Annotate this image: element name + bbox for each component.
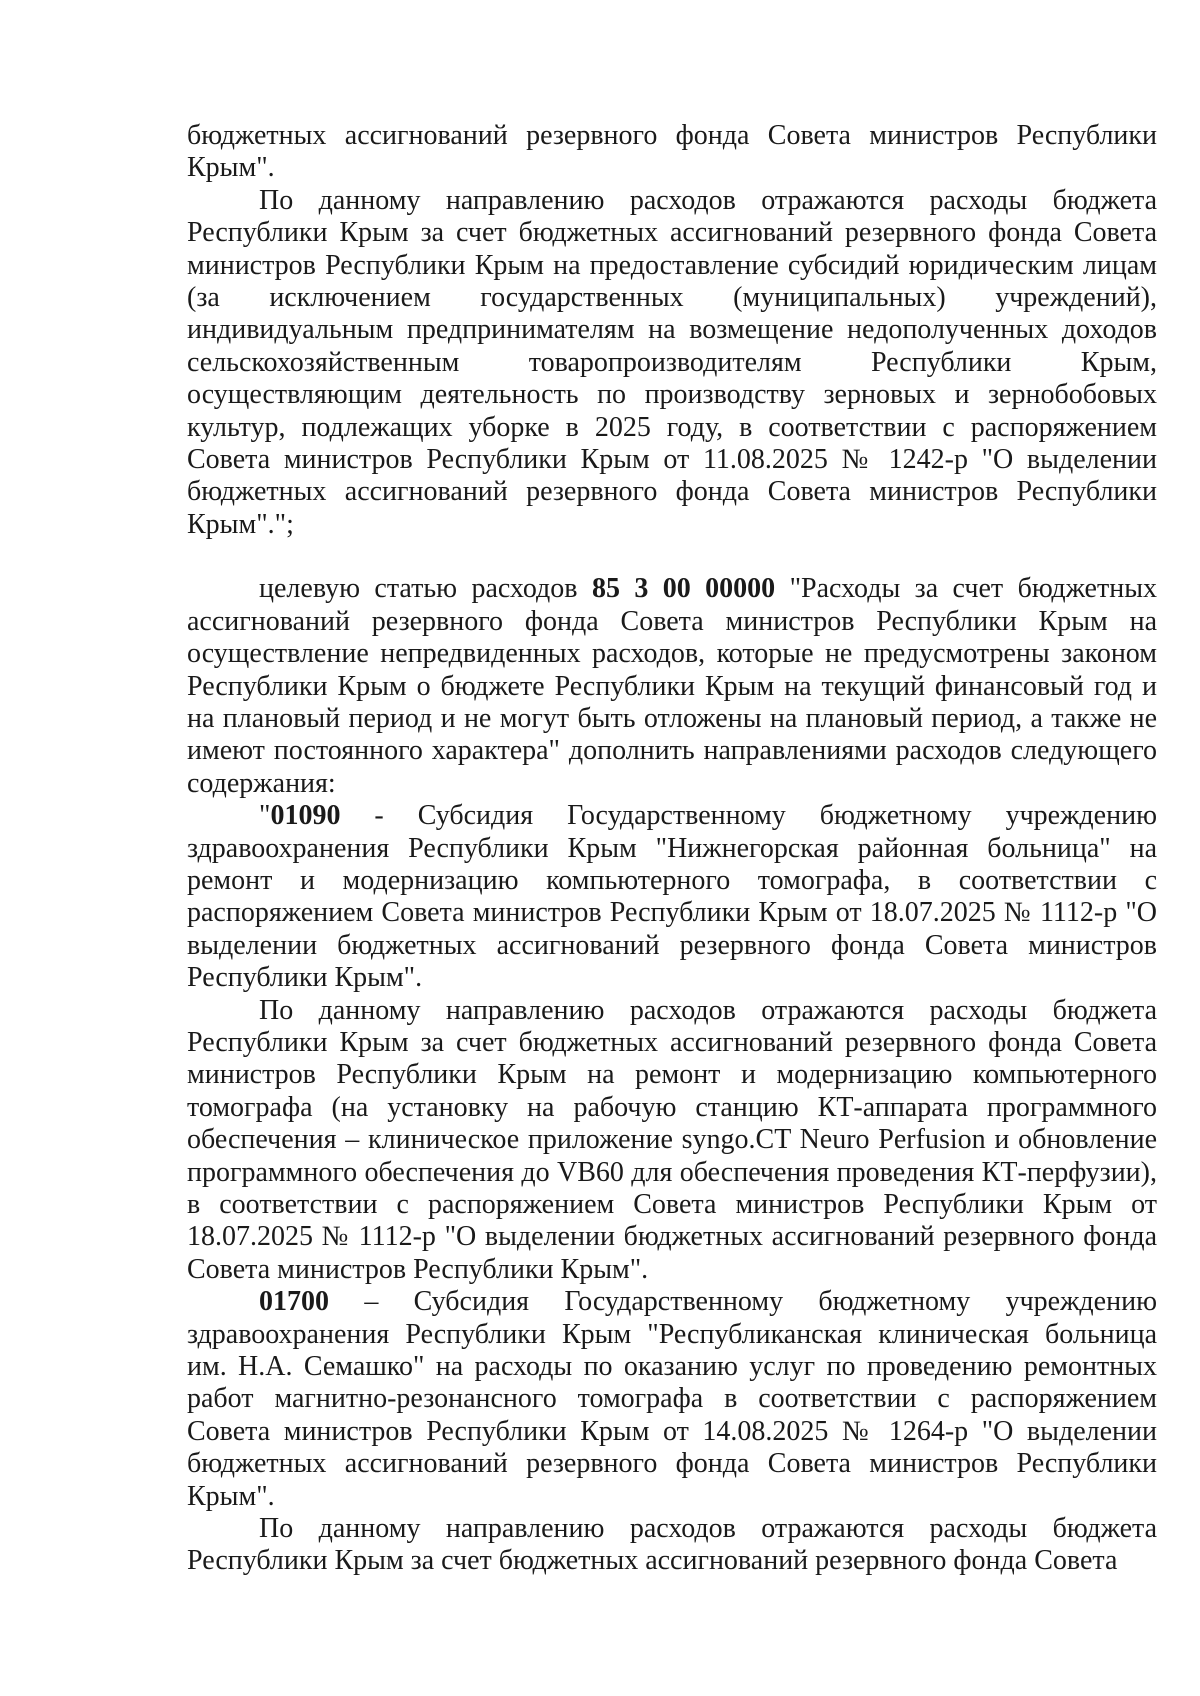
target-article-code: 85 3 00 00000 [591,573,776,605]
document-body [187,120,1157,1578]
direction-code-01090: 01090 [270,800,341,832]
paragraph-3-lead: целевую статью расходов [259,573,592,605]
paragraph-6-body: – Субсидия Государственному бюджетному учреждению здравоохранения Республики Крым "Республиканская клиническая больница им. Н.А. Семашко" на расходы по оказанию услуг по проведению ремонтных работ магнитно-резонансного томографа в соответствии с распоряжением Совета министров Республики Крым от 14.08.2025 № 1264-р "О выделении бюджетных ассигнований резервного фонда Совета министров Республики Крым". [187,1286,1157,1512]
paragraph-1: бюджетных ассигнований резервного фонда Совета министров Республики Крым". [187,120,1157,184]
paragraph-7: По данному направлению расходов отражаются расходы бюджета Республики Крым за счет бюджетных ассигнований резервного фонда Совета [187,1513,1157,1577]
direction-code-01700: 01700 [259,1286,329,1318]
paragraph-direction-01090 [187,800,1157,994]
paragraph-4-body: - Субсидия Государственному бюджетному учреждению здравоохранения Республики Крым "Нижнегорская районная больница" на ремонт и модернизацию компьютерного томографа, в соответствии с распоряжением Совета министров Республики Крым от 18.07.2025 № 1112-р "О выделении бюджетных ассигнований резервного фонда Совета министров Республики Крым". [187,800,1157,994]
paragraph-5: По данному направлению расходов отражаются расходы бюджета Республики Крым за счет бюджетных ассигнований резервного фонда Совета министров Республики Крым на ремонт и модернизацию компьютерного томографа (на установку на рабочую станцию КТ-аппарата программного обеспечения – клиническое приложение syngo.CT Neuro Perfusion и обновление программного обеспечения до VB60 для обеспечения проведения КТ-перфузии), в соответствии с распоряжением Совета министров Республики Крым от 18.07.2025 № 1112-р "О выделении бюджетных ассигнований резервного фонда Совета министров Республики Крым". [187,994,1157,1285]
paragraph-2: По данному направлению расходов отражаются расходы бюджета Республики Крым за счет бюджетных ассигнований резервного фонда Совета министров Республики Крым на предоставление субсидий юридическим лицам (за исключением государственных (муниципальных) учреждений), индивидуальным предпринимателям на возмещение недополученных доходов сельскохозяйственным товаропроизводителям Республики Крым, осуществляющим деятельность по производству зерновых и зернобобовых культур, подлежащих уборке в 2025 году, в соответствии с распоряжением Совета министров Республики Крым от 11.08.2025 № 1242-р "О выделении бюджетных ассигнований резервного фонда Совета министров Республики Крым"."; [187,184,1157,540]
paragraph-3-body: "Расходы за счет бюджетных ассигнований резервного фонда Совета министров Республики Крым на осуществление непредвиденных расходов, которые не предусмотрены законом Республики Крым о бюджете Республики Крым на текущий финансовый год и на плановый период и не могут быть отложены на плановый период, а также не имеют постоянного характера" дополнить направлениями расходов следующего содержания: [187,573,1158,799]
paragraph-4-lead: " [259,800,271,832]
paragraph-direction-01700 [187,1286,1157,1513]
paragraph-target-article [187,573,1157,800]
